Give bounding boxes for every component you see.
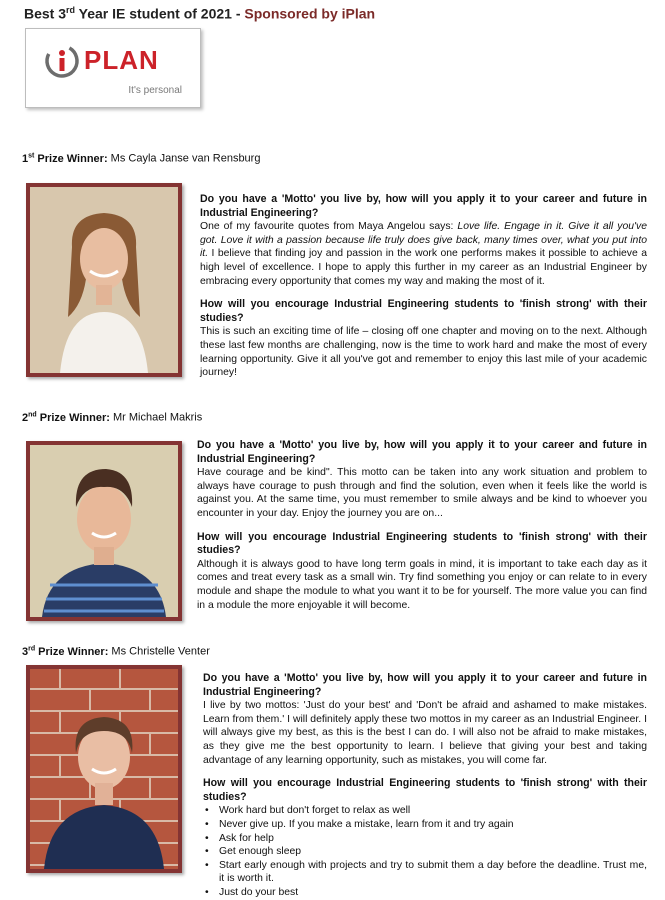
list-item: • Never give up. If you make a mistake, learn from it and try again: [217, 818, 647, 832]
winner-1-photo: [26, 183, 182, 377]
winner-1-heading: 1st Prize Winner: Ms Cayla Janse van Rensburg: [22, 152, 261, 165]
winner-3-tips-list: [203, 804, 647, 899]
winner-3-q1: Do you have a 'Motto' you live by, how will you apply it to your career and future in Industrial Engineering?: [203, 672, 647, 698]
winner-1-q2: How will you encourage Industrial Engineering students to 'finish strong' with their studies?: [200, 298, 647, 324]
winner-2-a2: Although it is always good to have long term goals in mind, it is important to take each day as it comes and treat every task as a small win. Try find something you enjoy or can relate to in every module and shape the module to what you want it to be for yourself. The more value you can find in a module the more enjoyable it will become.: [197, 558, 647, 611]
list-item: • Get enough sleep: [217, 845, 647, 859]
list-item: • Just do your best: [217, 886, 647, 900]
winner-3-a1: I live by two mottos: 'Just do your best' and 'Don't be afraid and ashamed to make mistakes. Learn from them.' I will definitely apply these two mottos in my career as an Industrial Engineer. I will always give my best, as this is the best I can do. I will also not be afraid to make mistakes, as they give me the best opportunity to learn. I believe that giving your best and taking advantage of any learning opportunity, such as mistakes, you will come far.: [203, 700, 647, 766]
winner-3-heading: 3rd Prize Winner: Ms Christelle Venter: [22, 645, 210, 658]
winner-2-q2: How will you encourage Industrial Engineering students to 'finish strong' with their studies?: [197, 530, 647, 557]
winner-1-a1: One of my favourite quotes from Maya Angelou says: Love life. Engage in it. Give it all you've got. Love it with a passion because life truly does give back, many times over, what you put into it. I believe that finding joy and passion in the work one performs makes it possible to achieve a high level of excellence. I hope to apply this further in my career as an Industrial Engineer by embracing every opportunity that comes my way and making the most of it.: [200, 221, 647, 287]
list-item: • Work hard but don't forget to relax as well: [217, 804, 647, 818]
winner-2-q1: Do you have a 'Motto' you live by, how will you apply it to your career and future in Industrial Engineering?: [197, 439, 647, 465]
winner-1-a2: This is such an exciting time of life – closing off one chapter and moving on to the next. Although these last few months are challenging, now is the time to work hard and make the most of every learning opportunity. Give it all you've got and remember to enjoy this last mile of your academic journey!: [200, 326, 647, 379]
iplan-logo-mark-icon: [44, 43, 80, 79]
sponsor-credit: Sponsored by iPlan: [244, 5, 376, 22]
winner-2-photo: [26, 441, 182, 621]
winner-2-interview: [197, 439, 647, 612]
winner-2-a1: Have courage and be kind". This motto can be taken into any work situation and problem to always have courage to push through and find the solution, even when it feels like the world is against you. At the same time, you must remember to smile always and be kind to whoever you encounter in your day. Enjoy the journey you are on...: [197, 467, 647, 519]
list-item: • Ask for help: [217, 832, 647, 846]
winner-1-interview: [200, 193, 647, 380]
winner-2-heading: 2nd Prize Winner: Mr Michael Makris: [22, 411, 203, 424]
winner-3-photo: [26, 665, 182, 873]
iplan-logo: [25, 28, 201, 108]
winner-1-q1: Do you have a 'Motto' you live by, how will you apply it to your career and future in Industrial Engineering?: [200, 193, 647, 219]
page-title: Best 3rd Year IE student of 2021 - Sponsored by iPlan: [24, 5, 376, 22]
list-item: • Start early enough with projects and try to submit them a day before the deadline. Trust me, it is worth it.: [217, 859, 647, 886]
logo-tagline: It's personal: [128, 85, 182, 96]
winner-3-interview: [203, 672, 647, 900]
logo-wordmark: PLAN: [84, 45, 159, 75]
winner-3-q2: How will you encourage Industrial Engineering students to 'finish strong' with their studies?: [203, 777, 647, 803]
